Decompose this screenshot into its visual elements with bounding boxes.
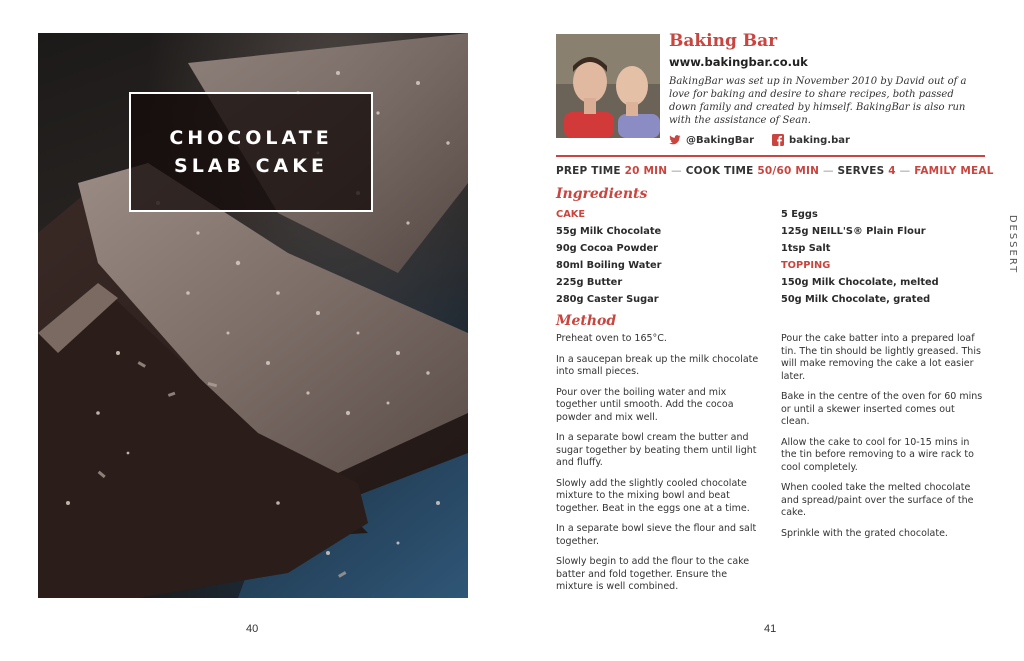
- method-heading: Method: [556, 313, 617, 329]
- ingredient-item: 90g Cocoa Powder: [556, 243, 658, 254]
- serves-label: SERVES: [837, 165, 885, 177]
- ingredient-item: 125g NEILL'S® Plain Flour: [781, 226, 926, 237]
- social-links: [669, 134, 989, 146]
- recipe-category: FAMILY MEAL: [914, 165, 994, 177]
- section-tab-label: DESSERT: [1007, 214, 1019, 274]
- method-step: When cooled take the melted chocolate and spread/paint over the surface of the cake.: [781, 482, 974, 518]
- facebook-icon: [772, 134, 784, 146]
- author-name: Baking Bar: [669, 31, 778, 51]
- method-column-2: [781, 333, 986, 548]
- ingredient-item: 225g Butter: [556, 277, 623, 288]
- cook-time-value: 50/60 MIN: [757, 165, 820, 177]
- ingredient-item: 5 Eggs: [781, 209, 818, 220]
- ingredients-column-2: [781, 206, 996, 308]
- meta-separator: —: [822, 165, 834, 177]
- author-photo: [556, 34, 660, 138]
- page-number-right: 41: [764, 623, 777, 635]
- method-step: Bake in the centre of the oven for 60 mins or until a skewer inserted comes out clean.: [781, 391, 983, 427]
- header-divider: [556, 155, 985, 157]
- prep-time-label: PREP TIME: [556, 165, 621, 177]
- method-step: Pour the cake batter into a prepared loaf tin. The tin should be lightly greased. This will make removing the cake a lot easier later.: [781, 333, 981, 382]
- twitter-icon: [669, 134, 681, 146]
- method-step: In a separate bowl cream the butter and sugar together by beating them until light and fluffy.: [556, 432, 757, 468]
- twitter-link[interactable]: [669, 134, 754, 146]
- cake-photo: [38, 33, 468, 598]
- ingredient-group-label: CAKE: [556, 209, 586, 220]
- ingredient-item: 150g Milk Chocolate, melted: [781, 277, 939, 288]
- method-step: Sprinkle with the grated chocolate.: [781, 527, 948, 539]
- author-info: [669, 30, 989, 146]
- author-website-link[interactable]: www.bakingbar.co.uk: [669, 55, 808, 69]
- method-step: Allow the cake to cool for 10-15 mins in the tin before removing to a wire rack to cool completely.: [781, 436, 974, 473]
- method-step: Slowly add the slightly cooled chocolate mixture to the mixing bowl and beat together. Beat in the eggs one at a time.: [556, 477, 750, 514]
- method-step: Preheat oven to 165°C.: [556, 333, 667, 344]
- ingredient-item: 280g Caster Sugar: [556, 294, 659, 305]
- recipe-title-box: [129, 92, 373, 212]
- meta-separator: —: [899, 165, 911, 177]
- cook-time-label: COOK TIME: [685, 165, 754, 177]
- prep-time-value: 20 MIN: [624, 165, 668, 177]
- serves-value: 4: [888, 165, 896, 177]
- twitter-handle: @BakingBar: [686, 134, 755, 146]
- ingredient-group-label: TOPPING: [781, 260, 831, 271]
- method-step: Pour over the boiling water and mix together until smooth. Add the cocoa powder and mix well.: [556, 386, 734, 423]
- author-bio: BakingBar was set up in November 2010 by David out of a love for baking and desire to share recipes, both passed down family and created by himself. BakingBar is also run with the assistance of Sean.: [669, 76, 967, 126]
- ingredient-item: 1tsp Salt: [781, 243, 831, 254]
- ingredients-column-1: [556, 206, 771, 308]
- method-step: Slowly begin to add the flour to the cake batter and fold together. Ensure the mixture is well combined.: [556, 556, 750, 592]
- facebook-link[interactable]: [772, 134, 850, 146]
- ingredient-item: 55g Milk Chocolate: [556, 226, 662, 237]
- page-number-left: 40: [246, 623, 259, 635]
- facebook-handle: baking.bar: [789, 134, 850, 146]
- ingredients-heading: Ingredients: [556, 186, 648, 202]
- ingredient-item: 80ml Boiling Water: [556, 260, 662, 271]
- recipe-title-line-2: SLAB CAKE: [174, 155, 328, 177]
- method-column-1: [556, 333, 761, 602]
- method-step: In a separate bowl sieve the flour and salt together.: [556, 523, 757, 547]
- section-tab-dessert: [1006, 214, 1020, 274]
- recipe-title-line-1: CHOCOLATE: [169, 127, 333, 149]
- method-step: In a saucepan break up the milk chocolate into small pieces.: [556, 353, 759, 377]
- recipe-meta: [556, 165, 994, 177]
- meta-separator: —: [671, 165, 682, 177]
- ingredient-item: 50g Milk Chocolate, grated: [781, 294, 931, 305]
